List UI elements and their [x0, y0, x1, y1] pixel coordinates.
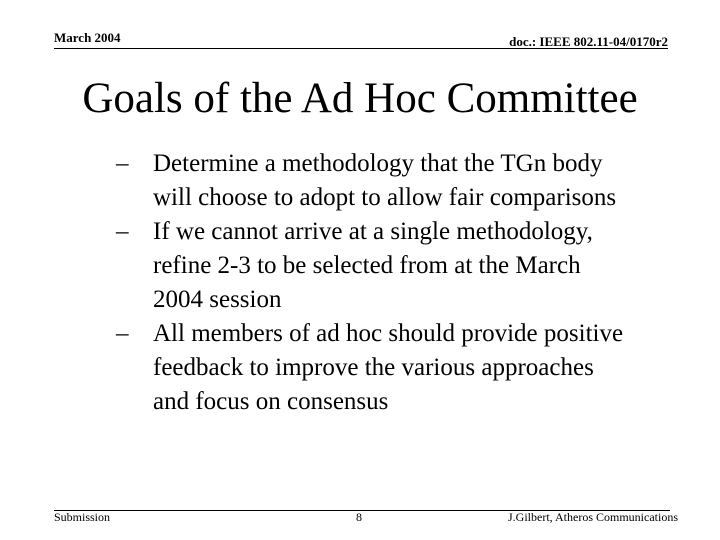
bullet-text-line: 2004 session	[153, 286, 282, 313]
bullet-item-3	[116, 317, 676, 419]
bullet-list	[116, 147, 676, 419]
slide-title: Goals of the Ad Hoc Committee	[82, 75, 638, 122]
bullet-text-line: and focus on consensus	[153, 388, 389, 415]
bullet-text-line: will choose to adopt to allow fair comparisons	[153, 184, 617, 211]
bullet-item-1	[116, 147, 676, 215]
bullet-text-line: refine 2-3 to be selected from at the March	[153, 252, 581, 279]
header-divider	[54, 48, 668, 49]
bullet-dash: –	[116, 150, 129, 177]
bullet-text-line: If we cannot arrive at a single methodology,	[153, 218, 593, 245]
bullet-dash: –	[116, 320, 129, 347]
page-number: 8	[356, 510, 362, 524]
bullet-text-line: All members of ad hoc should provide positive	[153, 320, 624, 347]
footer-author: J.Gilbert, Atheros Communications	[508, 510, 678, 524]
footer-submission: Submission	[54, 510, 111, 524]
bullet-dash: –	[116, 218, 129, 245]
header-date: March 2004	[54, 30, 121, 45]
header-document-id: doc.: IEEE 802.11-04/0170r2	[509, 34, 668, 49]
bullet-text-line: feedback to improve the various approaches	[153, 354, 594, 381]
bullet-item-2	[116, 215, 676, 317]
bullet-text-line: Determine a methodology that the TGn body	[153, 150, 603, 177]
